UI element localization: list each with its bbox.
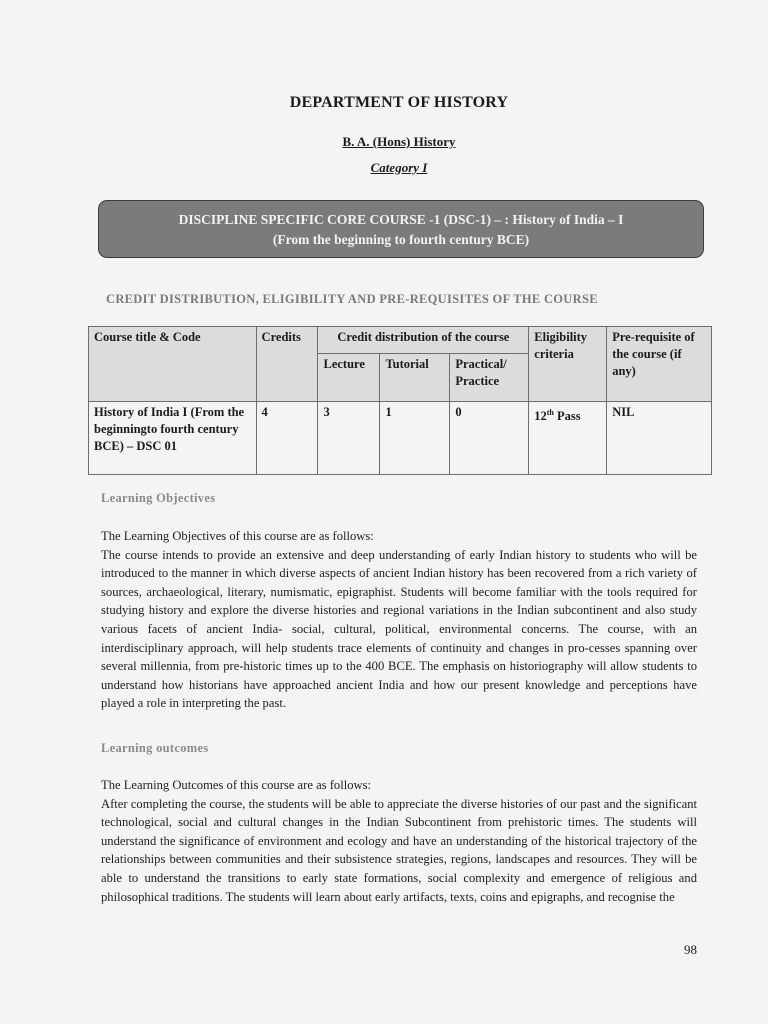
cell-tutorial: 1 [380, 402, 450, 475]
learning-outcomes-text [101, 776, 697, 906]
learning-outcomes-intro: The Learning Outcomes of this course are as follows: [101, 778, 371, 792]
header-course-title: Course title & Code [89, 327, 257, 402]
header-practical: Practical/ Practice [450, 354, 529, 402]
eligibility-text: Pass [553, 409, 581, 424]
category-label: Category I [370, 160, 428, 175]
header-lecture: Lecture [318, 354, 380, 402]
learning-outcomes-body: After completing the course, the students will be able to appreciate the diverse histories of our past and the significant technological, social and cultural changes in the Indian Subcontinent from prehistoric times. The students will understand the significance of environment and ecology and have an understanding of the historical trajectory of the relationships between communities and their subsistence strategies, regions, landscapes and resources. They will be able to understand the transitions to early state formations, social complexity and emergence of religious and philosophical traditions. The students will learn about early artifacts, texts, coins and epigraphs, and recognise the [101, 796, 697, 904]
learning-objectives-body: The course intends to provide an extensive and deep understanding of early Indian history to students who will be introduced to the manner in which diverse aspects of ancient Indian history has been recovered from a rich variety of sources, archaeological, literary, numismatic, epigraphist. Students will become familiar with the tools required for studying history and explore the diverse histories and regional variations in the Indian subcontinent and also study various facets of ancient India- social, cultural, political, environmental concerns. The course, with an interdisciplinary approach, will help students trace elements of continuity and changes in pro-cesses spanning over several millennia, from pre-historic times up to the 400 BCE. The emphasis on historiography will allow students to understand how historians have approached ancient India and how our present knowledge and perceptions have played a role in interpreting the past. [101, 547, 697, 711]
department-title: DEPARTMENT OF HISTORY [289, 94, 509, 111]
banner-line-1: DISCIPLINE SPECIFIC CORE COURSE -1 (DSC-1) – : History of India – I [178, 212, 624, 227]
learning-outcomes-heading: Learning outcomes [101, 741, 209, 755]
program-title: B. A. (Hons) History [342, 134, 456, 149]
credit-section-heading: CREDIT DISTRIBUTION, ELIGIBILITY AND PRE-REQUISITES OF THE COURSE [106, 292, 598, 306]
eligibility-number: 12 [534, 409, 547, 424]
learning-objectives-heading: Learning Objectives [101, 491, 216, 505]
header-eligibility: Eligibility criteria [529, 327, 607, 402]
eligibility-superscript: th [546, 408, 554, 417]
credit-table [88, 326, 712, 475]
learning-objectives-intro: The Learning Objectives of this course are as follows: [101, 529, 374, 543]
course-banner [98, 200, 704, 258]
cell-practical: 0 [450, 402, 529, 475]
header-credit-distribution: Credit distribution of the course [318, 327, 529, 354]
learning-objectives-text [101, 527, 697, 713]
page-number: 98 [684, 942, 697, 957]
cell-prerequisite: NIL [607, 402, 712, 475]
table-row [89, 402, 712, 475]
table-header-row [89, 327, 712, 354]
cell-eligibility [529, 402, 607, 475]
banner-line-2: (From the beginning to fourth century BCE) [272, 232, 530, 247]
header-credits: Credits [256, 327, 318, 402]
cell-credits: 4 [256, 402, 318, 475]
header-prerequisite: Pre-requisite of the course (if any) [607, 327, 712, 402]
cell-course-title: History of India I (From the beginningto fourth century BCE) – DSC 01 [89, 402, 257, 475]
header-tutorial: Tutorial [380, 354, 450, 402]
cell-lecture: 3 [318, 402, 380, 475]
